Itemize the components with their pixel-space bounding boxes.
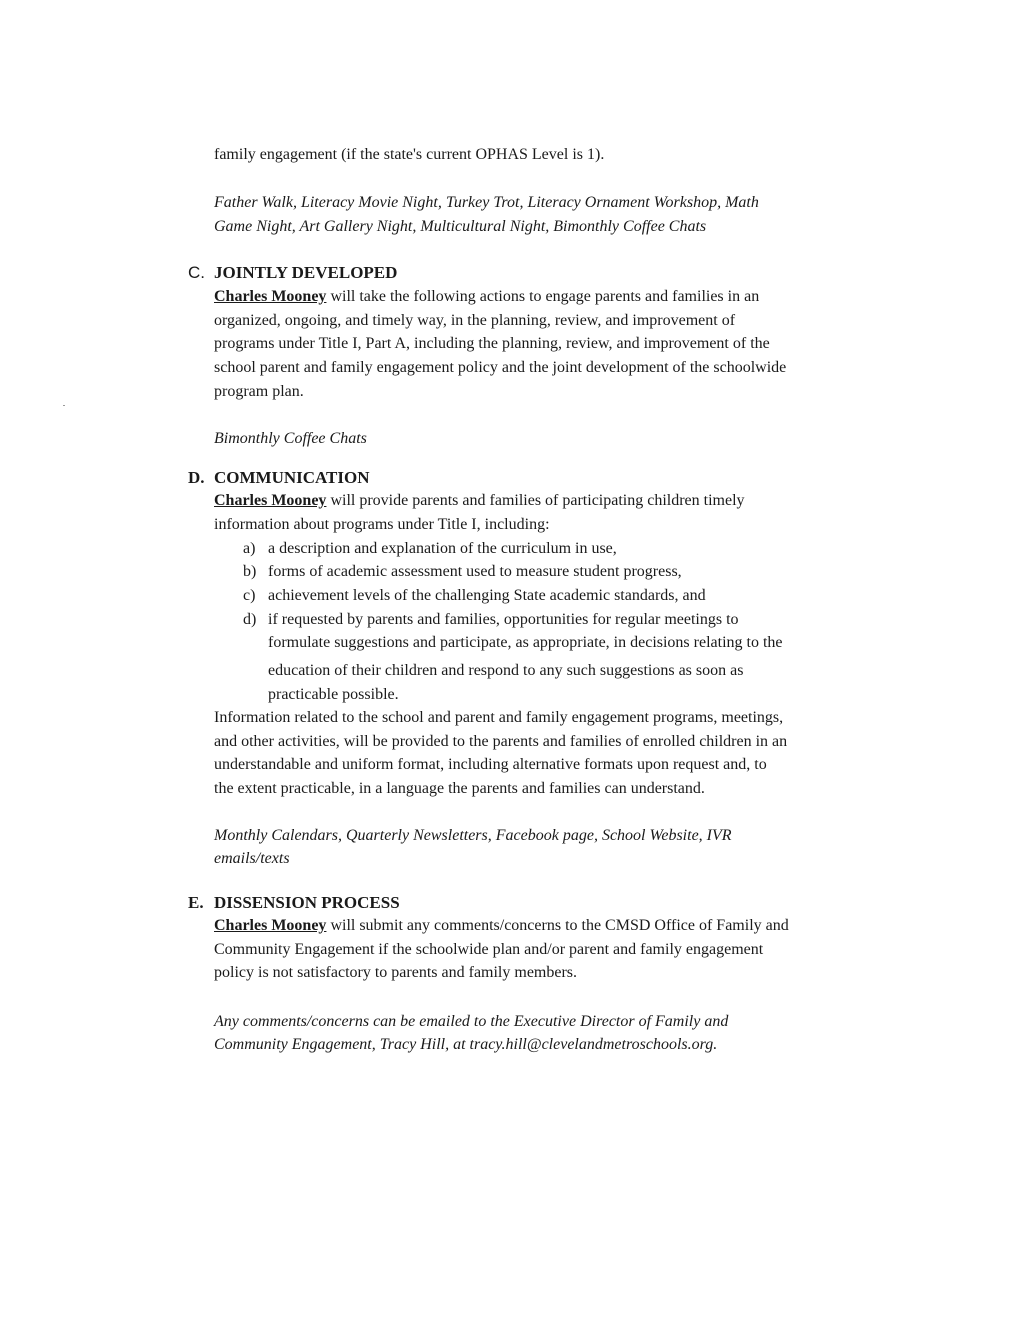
list-item-label: b) <box>243 563 257 580</box>
section-d-info-line: and other activities, will be provided to the parents and families of enrolled children in an <box>214 733 788 750</box>
school-name: Charles Mooney <box>214 917 327 934</box>
list-item-text: a description and explanation of the curriculum in use, <box>268 540 617 557</box>
intro-line: family engagement (if the state's current OPHAS Level is 1). <box>214 146 605 163</box>
section-e-line: policy is not satisfactory to parents and family members. <box>214 964 578 981</box>
section-c-example: Bimonthly Coffee Chats <box>214 430 367 447</box>
section-d-info-line: the extent practicable, in a language the parents and families can understand. <box>214 780 705 797</box>
section-e-first-line-text: will submit any comments/concerns to the CMSD Office of Family and <box>326 917 789 934</box>
section-c-line: organized, ongoing, and timely way, in the planning, review, and improvement of <box>214 312 736 329</box>
school-name: Charles Mooney <box>214 288 327 305</box>
section-d-heading: COMMUNICATION <box>214 468 370 487</box>
school-name: Charles Mooney <box>214 492 327 509</box>
list-item <box>243 560 682 584</box>
list-item-label: d) <box>243 611 257 628</box>
section-c-line: school parent and family engagement policy and the joint development of the schoolwide <box>214 359 787 376</box>
section-c-line: programs under Title I, Part A, including the planning, review, and improvement of the <box>214 335 770 352</box>
section-d-info-line: understandable and uniform format, including alternative formats upon request and, to <box>214 756 767 773</box>
section-d-first-line-text: will provide parents and families of participating children timely <box>326 492 745 509</box>
section-e-example: Any comments/concerns can be emailed to the Executive Director of Family and <box>214 1013 729 1030</box>
section-e-first-line <box>214 914 789 938</box>
intro-activities-line-2: Game Night, Art Gallery Night, Multicultural Night, Bimonthly Coffee Chats <box>214 218 707 235</box>
list-item <box>243 537 617 561</box>
list-item-continuation: formulate suggestions and participate, as appropriate, in decisions relating to the <box>268 634 783 651</box>
section-d-example: Monthly Calendars, Quarterly Newsletters, Facebook page, School Website, IVR <box>214 827 732 844</box>
list-item-text: if requested by parents and families, opportunities for regular meetings to <box>268 611 739 628</box>
list-item-continuation: practicable possible. <box>268 686 399 703</box>
list-item-label: a) <box>243 540 256 557</box>
section-c-letter: C. <box>188 263 205 282</box>
section-e-line: Community Engagement if the schoolwide plan and/or parent and family engagement <box>214 941 764 958</box>
section-d-example: emails/texts <box>214 850 290 867</box>
list-item-label: c) <box>243 587 256 604</box>
section-d-first-line <box>214 489 745 513</box>
section-e-example: Community Engagement, Tracy Hill, at tracy.hill@clevelandmetroschools.org. <box>214 1036 718 1053</box>
section-d-line-2: information about programs under Title I, including: <box>214 516 550 533</box>
section-d-letter: D. <box>188 468 205 487</box>
list-item <box>243 584 706 608</box>
list-item <box>243 608 739 632</box>
section-e-heading: DISSENSION PROCESS <box>214 893 400 912</box>
list-item-text: forms of academic assessment used to measure student progress, <box>268 563 682 580</box>
section-c-heading: JOINTLY DEVELOPED <box>214 263 398 282</box>
list-item-continuation: education of their children and respond to any such suggestions as soon as <box>268 662 744 679</box>
intro-activities-line-1: Father Walk, Literacy Movie Night, Turkey Trot, Literacy Ornament Workshop, Math <box>214 194 759 211</box>
scan-speck <box>63 405 65 406</box>
section-e-letter: E. <box>188 893 204 912</box>
section-d-info-line: Information related to the school and parent and family engagement programs, meetings, <box>214 709 784 726</box>
section-c-first-line-text: will take the following actions to engage parents and families in an <box>326 288 760 305</box>
section-c-line: program plan. <box>214 383 304 400</box>
section-c-first-line <box>214 285 759 309</box>
list-item-text: achievement levels of the challenging State academic standards, and <box>268 587 706 604</box>
